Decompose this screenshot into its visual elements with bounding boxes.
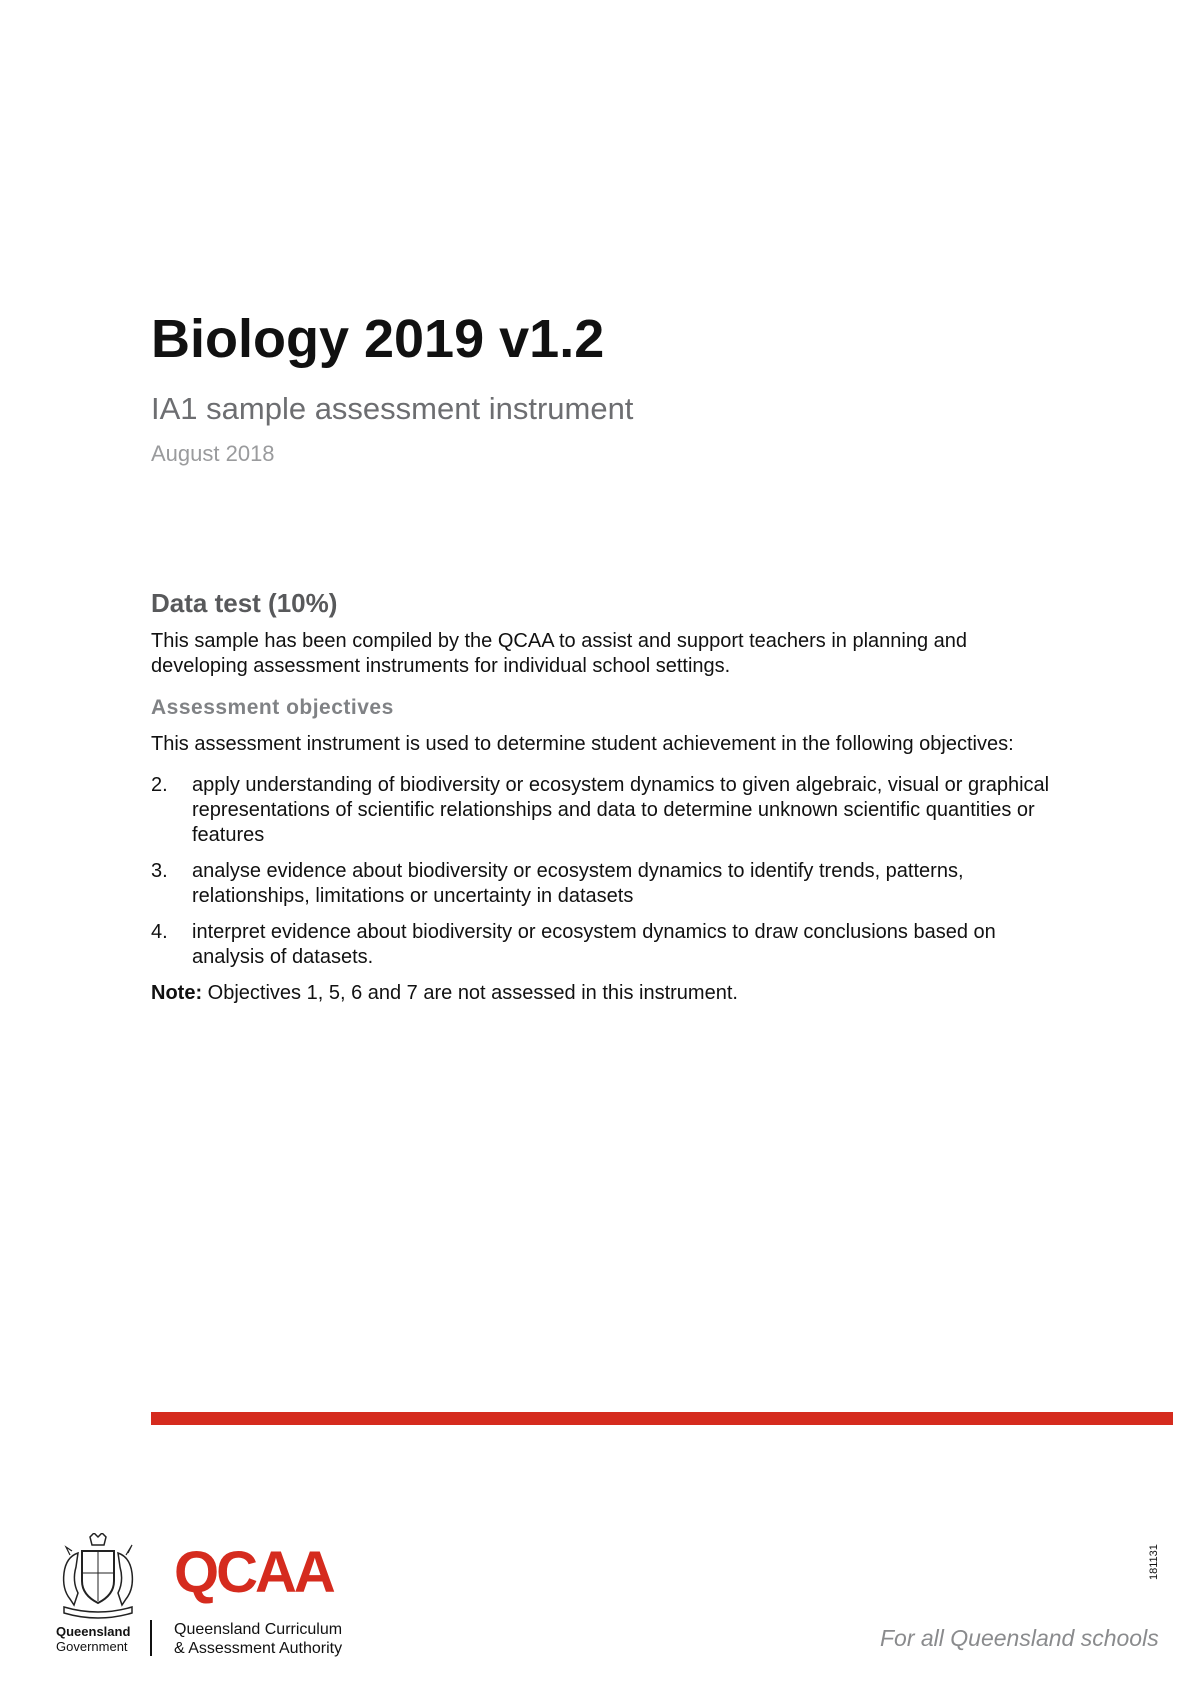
objective-item: [151, 920, 1061, 970]
footer-red-rule: [151, 1412, 1173, 1425]
note: [151, 981, 1061, 1006]
qcaa-full-name: [174, 1620, 342, 1658]
objectives-intro: This assessment instrument is used to determine student achievement in the following objectives:: [151, 733, 1014, 756]
objective-text: apply understanding of biodiversity or ecosystem dynamics to given algebraic, visual or graphical representations of scientific relationships and data to determine unknown scientific quantities or features: [192, 774, 1050, 847]
queensland-government-wordmark: [56, 1624, 130, 1654]
qld-gov-line-2: Government: [56, 1639, 128, 1654]
objective-number: 4.: [151, 921, 168, 944]
logo-divider: [150, 1620, 152, 1656]
objectives-list: [151, 773, 1061, 970]
qld-gov-line-1: Queensland: [56, 1624, 131, 1639]
objectives-heading: Assessment objectives: [151, 696, 394, 720]
section-heading: Data test (10%): [151, 588, 338, 618]
objective-item: [151, 773, 1061, 848]
objective-text: analyse evidence about biodiversity or ecosystem dynamics to identify trends, patterns, relationships, limitations or uncertainty in datasets: [192, 860, 964, 908]
objective-number: 3.: [151, 860, 168, 883]
note-text: Objectives 1, 5, 6 and 7 are not assessed in this instrument.: [202, 982, 738, 1005]
objective-text: interpret evidence about biodiversity or ecosystem dynamics to draw conclusions based on analysis of datasets.: [192, 921, 996, 969]
page-subtitle: IA1 sample assessment instrument: [151, 391, 634, 426]
tagline: For all Queensland schools: [880, 1625, 1159, 1651]
qcaa-logo: QCAA: [174, 1540, 333, 1605]
qcaa-name-line-2: & Assessment Authority: [174, 1640, 343, 1657]
intro-paragraph: This sample has been compiled by the QCAA to assist and support teachers in planning and developing assessment instruments for individual school settings.: [151, 630, 968, 678]
publication-date: August 2018: [151, 441, 275, 466]
main-content: [151, 588, 1061, 1006]
document-code: 181131: [1148, 1544, 1160, 1580]
qcaa-name-line-1: Queensland Curriculum: [174, 1621, 343, 1638]
note-label: Note:: [151, 982, 203, 1005]
objective-item: [151, 859, 1061, 909]
page-title: Biology 2019 v1.2: [151, 309, 605, 369]
objective-number: 2.: [151, 774, 168, 797]
